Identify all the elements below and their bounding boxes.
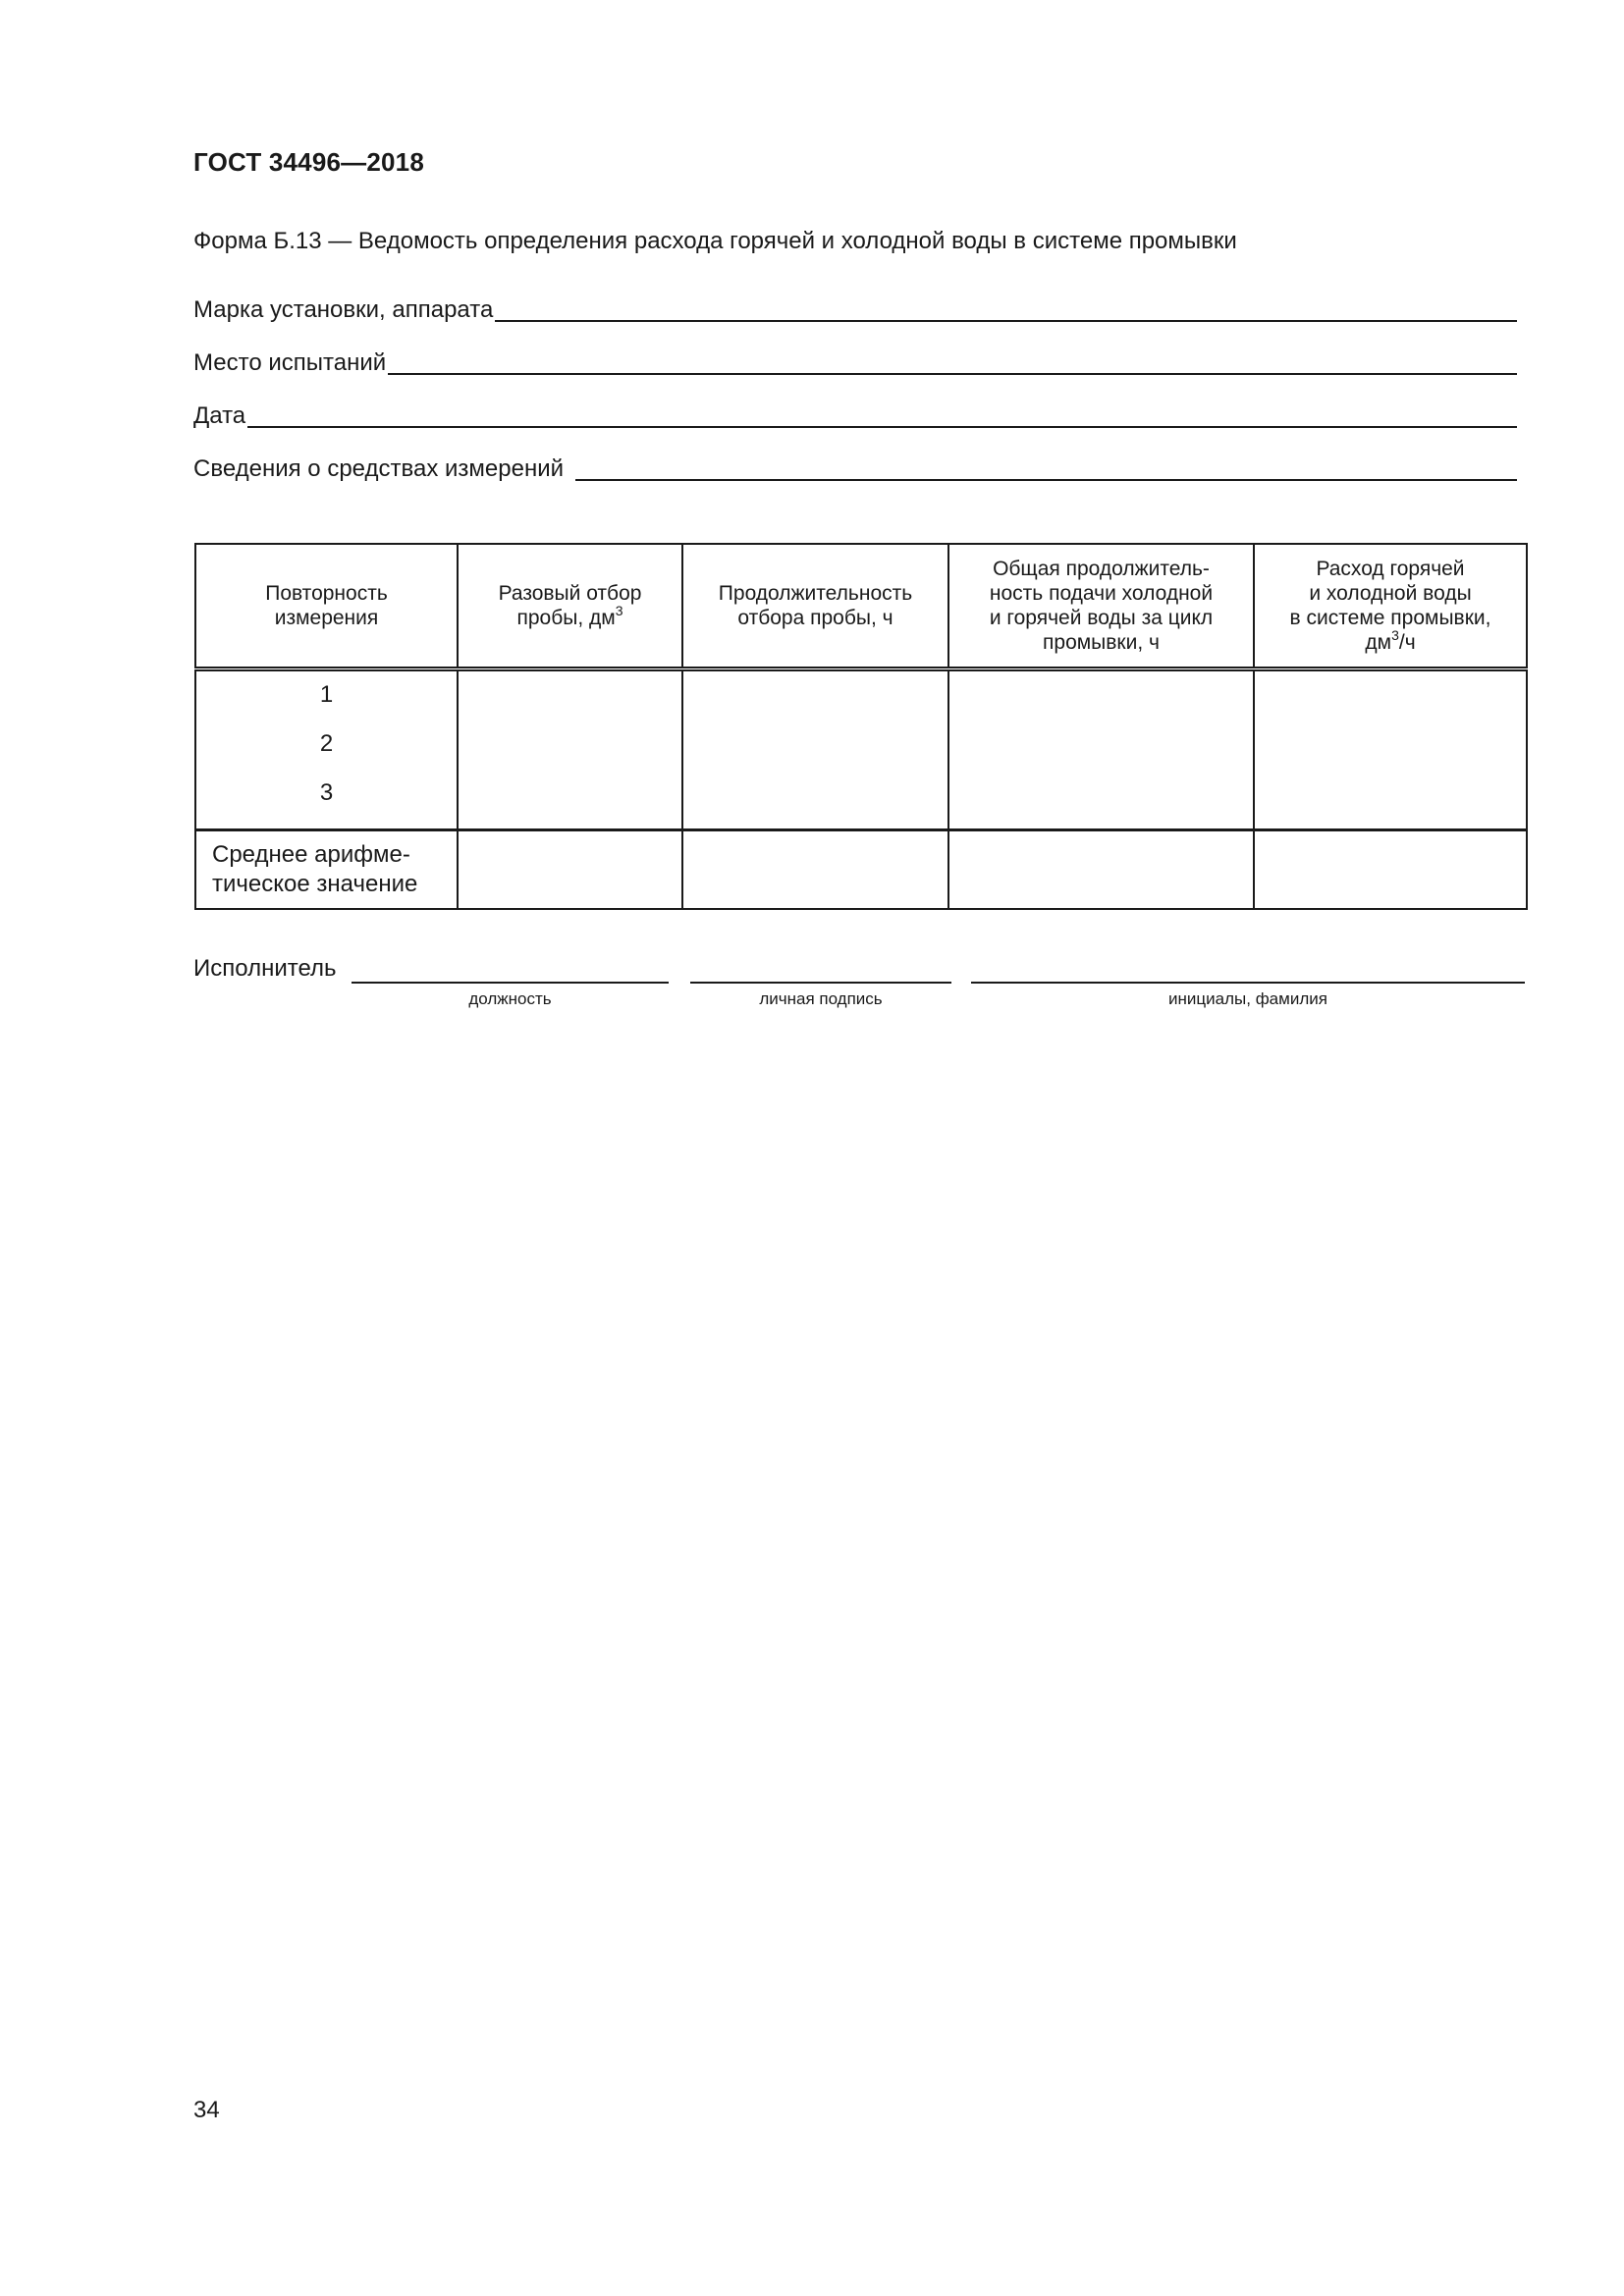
repetition-number: 3 bbox=[319, 779, 334, 806]
measurement-table bbox=[194, 543, 1528, 910]
header-single-sample-line1: Разовый отбор bbox=[498, 582, 642, 605]
header-single-sample-unit: пробы, дм bbox=[516, 607, 616, 629]
field-measuring-instruments-label: Сведения о средствах измерений bbox=[193, 455, 565, 482]
field-test-location-blank[interactable] bbox=[388, 347, 1517, 375]
average-label-cell bbox=[195, 830, 458, 910]
field-test-location-label: Место испытаний bbox=[193, 349, 387, 376]
field-equipment-brand bbox=[193, 294, 1517, 324]
field-date-label: Дата bbox=[193, 402, 246, 429]
header-total-duration-line3: и горячей воды за цикл bbox=[989, 607, 1214, 629]
header-sample-duration bbox=[682, 544, 948, 669]
signature-label: Исполнитель bbox=[193, 955, 337, 982]
header-water-consumption-unit-a: дм bbox=[1365, 631, 1392, 654]
header-sample-duration-line2: отбора пробы, ч bbox=[737, 607, 893, 629]
header-water-consumption-sup: 3 bbox=[1391, 627, 1399, 643]
signature-sign-caption: личная подпись bbox=[759, 989, 883, 1008]
average-single-sample-cell[interactable] bbox=[458, 830, 682, 910]
header-repetition bbox=[195, 544, 458, 669]
signature-block bbox=[193, 954, 1529, 1013]
total-duration-cell[interactable] bbox=[948, 669, 1254, 830]
average-label-line1: Среднее арифме- bbox=[212, 841, 410, 868]
average-total-duration-cell[interactable] bbox=[948, 830, 1254, 910]
field-test-location bbox=[193, 347, 1517, 377]
table-header-row bbox=[195, 544, 1527, 669]
header-water-consumption-unit-b: /ч bbox=[1398, 631, 1416, 654]
signature-position-line[interactable] bbox=[352, 982, 669, 984]
single-sample-cell[interactable] bbox=[458, 669, 682, 830]
table-row bbox=[195, 669, 1527, 830]
header-total-duration-line1: Общая продолжитель- bbox=[993, 558, 1210, 580]
field-date bbox=[193, 400, 1517, 430]
header-single-sample bbox=[458, 544, 682, 669]
field-equipment-brand-blank[interactable] bbox=[495, 294, 1517, 322]
header-repetition-line1: Повторность bbox=[265, 582, 388, 605]
header-water-consumption bbox=[1254, 544, 1527, 669]
signature-name-line[interactable] bbox=[971, 982, 1525, 984]
form-title: Форма Б.13 — Ведомость определения расхода горячей и холодной воды в системе промывки bbox=[193, 228, 1237, 254]
field-measuring-instruments-blank[interactable] bbox=[575, 454, 1517, 481]
header-total-duration-line4: промывки, ч bbox=[1043, 631, 1160, 654]
repetition-cell bbox=[195, 669, 458, 830]
header-total-duration-line2: ность подачи холодной bbox=[989, 582, 1214, 605]
field-date-blank[interactable] bbox=[247, 400, 1517, 428]
repetition-number: 2 bbox=[319, 730, 334, 757]
signature-name-caption: инициалы, фамилия bbox=[1168, 989, 1327, 1008]
header-sample-duration-line1: Продолжительность bbox=[718, 582, 913, 605]
repetition-number: 1 bbox=[319, 681, 334, 708]
header-water-consumption-line4 bbox=[1255, 627, 1526, 655]
average-label-line2: тическое значение bbox=[212, 871, 418, 897]
header-single-sample-sup: 3 bbox=[615, 603, 623, 618]
average-water-consumption-cell[interactable] bbox=[1254, 830, 1527, 910]
header-single-sample-line2 bbox=[459, 603, 681, 630]
header-water-consumption-line2: и холодной воды bbox=[1309, 582, 1472, 605]
header-water-consumption-line3: в системе промывки, bbox=[1289, 607, 1491, 629]
average-sample-duration-cell[interactable] bbox=[682, 830, 948, 910]
field-measuring-instruments bbox=[193, 454, 1517, 483]
header-water-consumption-line1: Расход горячей bbox=[1316, 558, 1465, 580]
sample-duration-cell[interactable] bbox=[682, 669, 948, 830]
signature-position-caption: должность bbox=[468, 989, 552, 1008]
header-total-duration bbox=[948, 544, 1254, 669]
table-row-average bbox=[195, 830, 1527, 910]
document-header: ГОСТ 34496—2018 bbox=[193, 147, 424, 177]
page-number: 34 bbox=[193, 2097, 220, 2123]
water-consumption-cell[interactable] bbox=[1254, 669, 1527, 830]
header-repetition-line2: измерения bbox=[274, 607, 379, 629]
field-equipment-brand-label: Марка установки, аппарата bbox=[193, 296, 494, 323]
signature-sign-line[interactable] bbox=[690, 982, 951, 984]
